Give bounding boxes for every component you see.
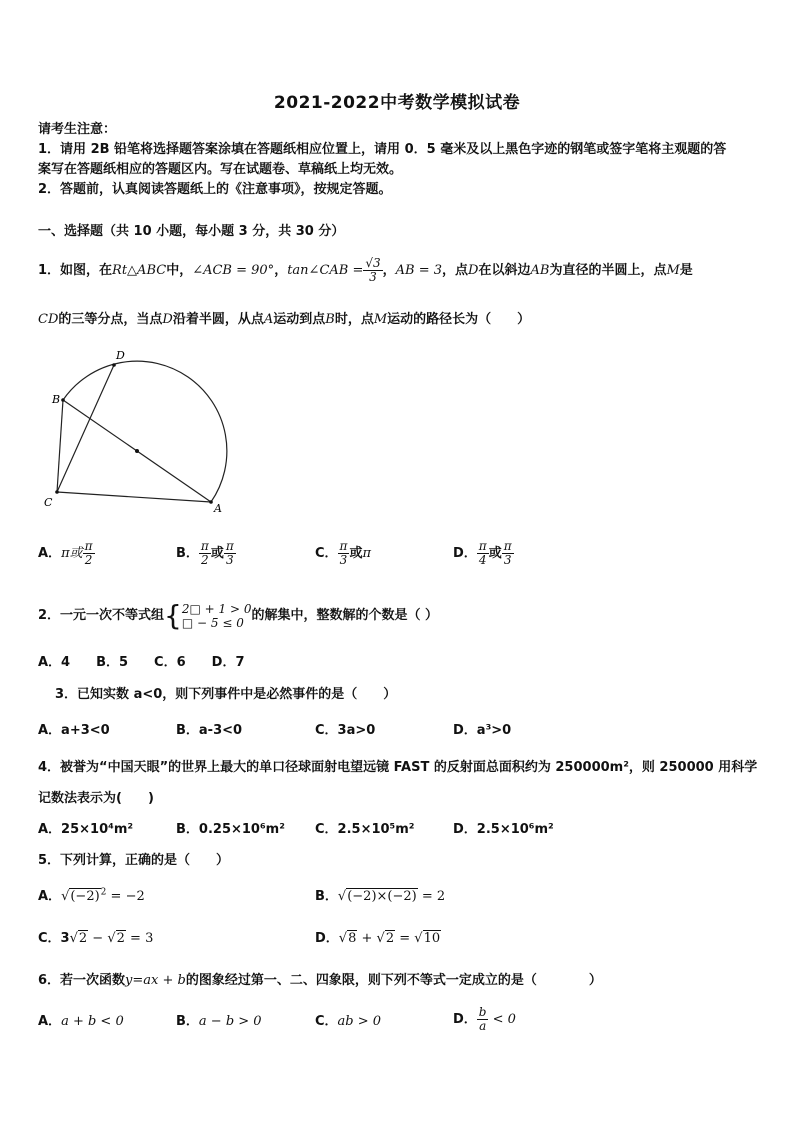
radicand: 8 [348, 931, 357, 946]
point-b [61, 398, 65, 402]
q1-tan: tan∠CAB = [287, 263, 364, 278]
q1-text: 中， [166, 263, 193, 278]
q6-function: y=ax + b [125, 973, 186, 988]
q3-option-b: B．a-3<0 [176, 723, 243, 738]
fraction-numerator: π [200, 539, 209, 553]
option-text: π [362, 546, 371, 561]
option-text: < 0 [488, 1012, 516, 1027]
fraction-denominator: 4 [478, 553, 487, 567]
question-5-stem: 5．下列计算，正确的是（ ） [38, 853, 230, 868]
fraction-numerator: b [478, 1005, 487, 1019]
fraction-numerator: π [225, 539, 234, 553]
option-text: a + b < 0 [61, 1014, 124, 1029]
q1-angle: ∠ACB = 90° [192, 263, 275, 278]
q1-a: A [263, 312, 274, 327]
q2-options: A．4 B．5 C．6 D．7 [38, 655, 245, 670]
q1-text: ，点 [442, 263, 469, 278]
option-label: C． [315, 1014, 338, 1029]
question-4-stem-line-2: 记数法表示为( ) [38, 791, 154, 806]
option-label: B． [315, 889, 338, 904]
q1-option-b [176, 539, 236, 569]
fraction-denominator: 2 [84, 553, 93, 567]
option-text: = −2 [106, 889, 145, 904]
sqrt-expression: √8 [338, 931, 357, 946]
q4-option-b: B．0.25×10⁶m² [176, 822, 285, 837]
q1-d: D [162, 312, 173, 327]
fraction [83, 540, 95, 567]
q1-m: M [373, 312, 388, 327]
fraction-numerator: π [339, 539, 348, 553]
sqrt-expression: √(−2) [61, 889, 100, 904]
radicand: 10 [423, 931, 441, 946]
fraction-denominator: 3 [369, 270, 377, 284]
question-4-stem-line-1: 4．被誉为“中国天眼”的世界上最大的单口径球面射电望远镜 FAST 的反射面总面积约为 250000m²，则 250000 用科学 [38, 760, 758, 775]
radicand: 2 [116, 931, 125, 946]
label-c: C [44, 496, 53, 509]
semicircle-arc [63, 361, 227, 502]
q5-option-d [315, 930, 441, 948]
sqrt-expression: √2 [376, 931, 395, 946]
q1-text: 的三等分点，当点 [58, 312, 163, 327]
q1-text: 是 [679, 263, 693, 278]
q6-option-b [176, 1013, 262, 1031]
brace-icon: { [164, 598, 182, 632]
notice-line-1b: 案写在答题纸相应的答题区内。写在试题卷、草稿纸上均无效。 [38, 162, 403, 177]
fraction [224, 540, 236, 567]
sqrt-expression: √(−2)×(−2) [337, 889, 417, 904]
fraction-numerator: √3 [365, 256, 381, 270]
q6-option-d [453, 1005, 516, 1035]
fraction [199, 540, 211, 567]
point-d [112, 363, 116, 367]
option-label: C． [315, 546, 338, 561]
q4-option-a: A．25×10⁴m² [38, 822, 134, 837]
sqrt-expression: √2 [107, 931, 125, 946]
page-title: 2021-2022中考数学模拟试卷 [273, 93, 521, 113]
notice-line-2: 2．答题前，认真阅读答题纸上的《注意事项》，按规定答题。 [38, 182, 392, 197]
option-label: A． [38, 1014, 62, 1029]
option-text: π或 [61, 546, 83, 561]
option-text: 或 [349, 546, 363, 561]
segment-cb [57, 400, 63, 492]
q6-option-c [315, 1013, 381, 1031]
q1-d: D [468, 263, 479, 278]
radicand: 2 [385, 931, 395, 946]
q1-text: ， [382, 263, 396, 278]
option-text: = 3 [125, 931, 154, 946]
q1-m: M [666, 263, 680, 278]
notice-heading: 请考生注意： [38, 122, 117, 137]
option-label: D． [453, 1012, 477, 1027]
point-a [209, 500, 213, 504]
option-text: = [395, 931, 415, 946]
option-label: B． [176, 1014, 199, 1029]
q4-option-d: D．2.5×10⁶m² [453, 822, 554, 837]
sqrt-expression: √10 [414, 931, 441, 946]
q1-text: 在以斜边 [478, 263, 531, 278]
fraction [338, 540, 350, 567]
q1-ab: AB = 3 [395, 263, 443, 278]
segment-ca [57, 492, 211, 502]
option-text: ab > 0 [337, 1014, 382, 1029]
option-label: B． [176, 546, 199, 561]
q5-option-b [315, 888, 445, 906]
option-text: 或 [210, 546, 224, 561]
coefficient: 3 [60, 931, 70, 946]
question-1-stem-line-2 [38, 311, 530, 329]
exponent: 2 [100, 887, 107, 898]
q1-text: 为直径的半圆上，点 [549, 263, 667, 278]
q6-text: 的图象经过第一、二、四象限，则下列不等式一定成立的是（ ） [185, 973, 602, 988]
notice-line-1a: 1．请用 2B 铅笔将选择题答案涂填在答题纸相应位置上，请用 0．5 毫米及以上黑色字迹的钢笔或签字笔将主观题的答 [38, 142, 727, 157]
fraction [477, 540, 489, 567]
question-1-stem [38, 256, 693, 286]
label-b: B [52, 393, 61, 406]
q6-option-a [38, 1013, 124, 1031]
fraction-numerator: π [478, 539, 487, 553]
question-2-stem [38, 598, 438, 634]
fraction-numerator: π [503, 539, 512, 553]
fraction [477, 1006, 489, 1033]
point-c [55, 490, 59, 494]
q1-option-a [38, 539, 95, 569]
q1-text: 时，点 [334, 312, 374, 327]
q1-option-d [453, 539, 514, 569]
q2-text: 的解集中，整数解的个数是（ ） [251, 608, 439, 623]
option-text: = 2 [417, 889, 446, 904]
semicircle-figure [36, 342, 236, 522]
radicand: 2 [78, 931, 88, 946]
q1-cd: CD [38, 312, 59, 327]
option-text: + [357, 931, 377, 946]
q6-text: 6．若一次函数 [38, 973, 126, 988]
q1-text: ， [274, 263, 288, 278]
q3-option-d: D．a³>0 [453, 723, 512, 738]
q1-rt: Rt△ABC [112, 263, 167, 278]
q1-option-c [315, 539, 371, 569]
section-heading: 一、选择题（共 10 小题，每小题 3 分，共 30 分） [38, 224, 345, 239]
radicand: (−2)×(−2) [347, 889, 417, 904]
fraction-denominator: 3 [503, 553, 512, 567]
q1-text: 沿着半圆，从点 [172, 312, 264, 327]
q1-ab2: AB [530, 263, 550, 278]
fraction-denominator: a [479, 1019, 487, 1033]
option-label: A． [38, 546, 62, 561]
option-text: 或 [488, 546, 502, 561]
fraction-denominator: 3 [339, 553, 348, 567]
label-a: A [214, 502, 222, 515]
sqrt-expression: √2 [69, 931, 88, 946]
option-text: a − b > 0 [198, 1014, 262, 1029]
q1-tan-fraction [363, 257, 382, 284]
option-label: D． [315, 931, 339, 946]
option-text: − [88, 931, 108, 946]
question-6-stem [38, 972, 602, 990]
fraction-denominator: 3 [225, 553, 234, 567]
q5-option-a [38, 888, 145, 906]
option-label: C． [38, 931, 61, 946]
q1-text: 1．如图，在 [38, 263, 113, 278]
q1-b: B [325, 312, 335, 327]
q2-text: 2．一元一次不等式组 [38, 608, 165, 623]
fraction [502, 540, 514, 567]
fraction-numerator: π [84, 539, 93, 553]
label-d: D [116, 349, 125, 362]
q1-text: 运动的路径长为（ ） [387, 312, 531, 327]
center-point [135, 449, 139, 453]
question-3-stem: 3．已知实数 a<0，则下列事件中是必然事件的是（ ） [55, 687, 397, 702]
inequality-2: □ − 5 ≤ 0 [181, 615, 244, 630]
inequality-system [182, 602, 252, 630]
q5-option-c [38, 930, 153, 948]
segment-cd [57, 365, 114, 492]
q1-text: 运动到点 [273, 312, 326, 327]
inequality-1: 2□ + 1 > 0 [181, 601, 252, 616]
option-label: A． [38, 889, 62, 904]
option-label: D． [453, 546, 477, 561]
q3-option-c: C．3a>0 [315, 723, 376, 738]
fraction-denominator: 2 [201, 553, 209, 567]
radicand: (−2) [70, 889, 100, 904]
q4-option-c: C．2.5×10⁵m² [315, 822, 415, 837]
q3-option-a: A．a+3<0 [38, 723, 110, 738]
